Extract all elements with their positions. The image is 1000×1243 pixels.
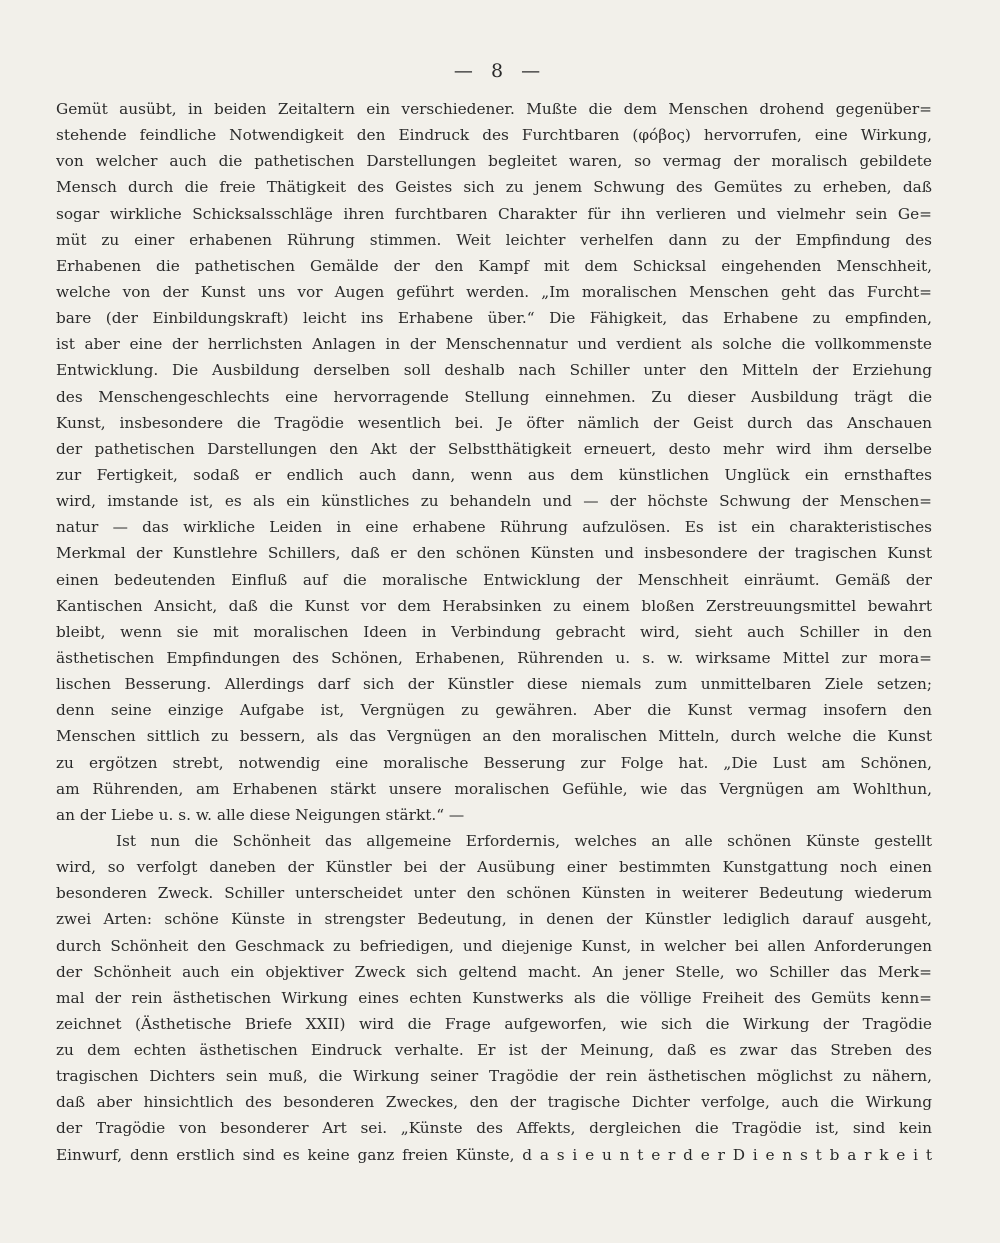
body-text: [56, 96, 932, 1168]
text-line: zu dem echten ästhetischen Eindruck verhalte. Er ist der Meinung, daß es zwar das Streben des: [56, 1041, 932, 1060]
text-line: Erhabenen die pathetischen Gemälde der den Kampf mit dem Schicksal eingehenden Menschheit,: [56, 256, 932, 275]
text-line: zwei Arten: schöne Künste in strengster Bedeutung, in denen der Künstler lediglich darauf ausgeht,: [56, 910, 932, 929]
text-line: mal der rein ästhetischen Wirkung eines echten Kunstwerks als die völlige Freiheit des Gemüts kenn=: [56, 988, 932, 1007]
text-line: zeichnet (Ästhetische Briefe XXII) wird die Frage aufgeworfen, wie sich die Wirkung der Tragödie: [56, 1014, 932, 1033]
text-line: durch Schönheit den Geschmack zu befriedigen, und diejenige Kunst, in welcher bei allen Anforderungen: [56, 936, 932, 955]
text-line: des Menschengeschlechts eine hervorragende Stellung einnehmen. Zu dieser Ausbildung trägt die: [56, 387, 932, 406]
text-line: tragischen Dichters sein muß, die Wirkung seiner Tragödie der rein ästhetischen möglichst zu nähern,: [56, 1067, 932, 1086]
text-line: der Tragödie von besonderer Art sei. „Künste des Affekts, dergleichen die Tragödie ist, sind kein: [56, 1119, 932, 1138]
text-line: der Schönheit auch ein objektiver Zweck sich geltend macht. An jener Stelle, wo Schiller das Merk=: [56, 962, 932, 981]
text-line: wird, so verfolgt daneben der Künstler bei der Ausübung einer bestimmten Kunstgattung noch einen: [56, 858, 932, 877]
text-line: bleibt, wenn sie mit moralischen Ideen in Verbindung gebracht wird, sieht auch Schiller in den: [56, 622, 932, 641]
text-line: Einwurf, denn erstlich sind es keine ganz freien Künste, d a s i e u n t e r d e r D i e n s t b a r k e i t: [56, 1145, 932, 1164]
text-line: an der Liebe u. s. w. alle diese Neigungen stärkt.“ —: [56, 805, 465, 824]
text-line: denn seine einzige Aufgabe ist, Vergnügen zu gewähren. Aber die Kunst vermag insofern den: [56, 701, 932, 720]
text-line: Ist nun die Schönheit das allgemeine Erfordernis, welches an alle schönen Künste gestellt: [116, 831, 932, 850]
text-line: Gemüt ausübt, in beiden Zeitaltern ein verschiedener. Mußte die dem Menschen drohend gegenüber=: [56, 100, 932, 118]
text-line: sogar wirkliche Schicksalsschläge ihren furchtbaren Charakter für ihn verlieren und vielmehr sein Ge=: [56, 204, 932, 223]
text-line: besonderen Zweck. Schiller unterscheidet unter den schönen Künsten in weiterer Bedeutung wiederum: [56, 884, 932, 903]
text-line: Entwicklung. Die Ausbildung derselben soll deshalb nach Schiller unter den Mitteln der Erziehung: [56, 361, 932, 380]
text-line: wird, imstande ist, es als ein künstliches zu behandeln und — der höchste Schwung der Menschen=: [56, 492, 932, 511]
page-number: — 8 —: [453, 60, 547, 82]
text-line: einen bedeutenden Einfluß auf die moralische Entwicklung der Menschheit einräumt. Gemäß der: [56, 570, 932, 589]
text-line: zur Fertigkeit, sodaß er endlich auch dann, wenn aus dem künstlichen Unglück ein ernsthaftes: [56, 465, 932, 484]
text-line: Mensch durch die freie Thätigkeit des Geistes sich zu jenem Schwung des Gemütes zu erheben, daß: [56, 178, 932, 197]
text-line: von welcher auch die pathetischen Darstellungen begleitet waren, so vermag der moralisch gebildete: [56, 152, 932, 171]
text-line: Kantischen Ansicht, daß die Kunst vor dem Herabsinken zu einem bloßen Zerstreuungsmittel bewahrt: [56, 596, 932, 615]
text-line: natur — das wirkliche Leiden in eine erhabene Rührung aufzulösen. Es ist ein charakteristisches: [56, 518, 932, 537]
text-line: stehende feindliche Notwendigkeit den Eindruck des Furchtbaren (φόβος) hervorrufen, eine Wirkung,: [56, 126, 932, 145]
text-line: Menschen sittlich zu bessern, als das Vergnügen an den moralischen Mitteln, durch welche die Kunst: [56, 727, 932, 746]
text-line: ist aber eine der herrlichsten Anlagen in der Menschennatur und verdient als solche die vollkommenste: [56, 335, 932, 354]
text-line: am Rührenden, am Erhabenen stärkt unsere moralischen Gefühle, wie das Vergnügen am Wohlthun,: [56, 779, 932, 798]
text-line: daß aber hinsichtlich des besonderen Zweckes, den der tragische Dichter verfolge, auch die Wirkung: [56, 1093, 932, 1112]
text-line: bare (der Einbildungskraft) leicht ins Erhabene über.“ Die Fähigkeit, das Erhabene zu empfinden,: [56, 309, 932, 328]
text-line: zu ergötzen strebt, notwendig eine moralische Besserung zur Folge hat. „Die Lust am Schönen,: [56, 753, 932, 772]
text-line: lischen Besserung. Allerdings darf sich der Künstler diese niemals zum unmittelbaren Ziele setzen;: [56, 675, 932, 694]
text-line: der pathetischen Darstellungen den Akt der Selbstthätigkeit erneuert, desto mehr wird ihm derselbe: [56, 439, 932, 458]
text-line: welche von der Kunst uns vor Augen geführt werden. „Im moralischen Menschen geht das Furcht=: [56, 282, 932, 301]
text-line: Kunst, insbesondere die Tragödie wesentlich bei. Je öfter nämlich der Geist durch das Anschauen: [56, 413, 932, 432]
text-line: Merkmal der Kunstlehre Schillers, daß er den schönen Künsten und insbesondere der tragischen Kunst: [56, 544, 932, 563]
text-line: ästhetischen Empfindungen des Schönen, Erhabenen, Rührenden u. s. w. wirksame Mittel zur mora=: [56, 648, 932, 667]
text-line: müt zu einer erhabenen Rührung stimmen. Weit leichter verhelfen dann zu der Empfindung des: [56, 230, 932, 249]
